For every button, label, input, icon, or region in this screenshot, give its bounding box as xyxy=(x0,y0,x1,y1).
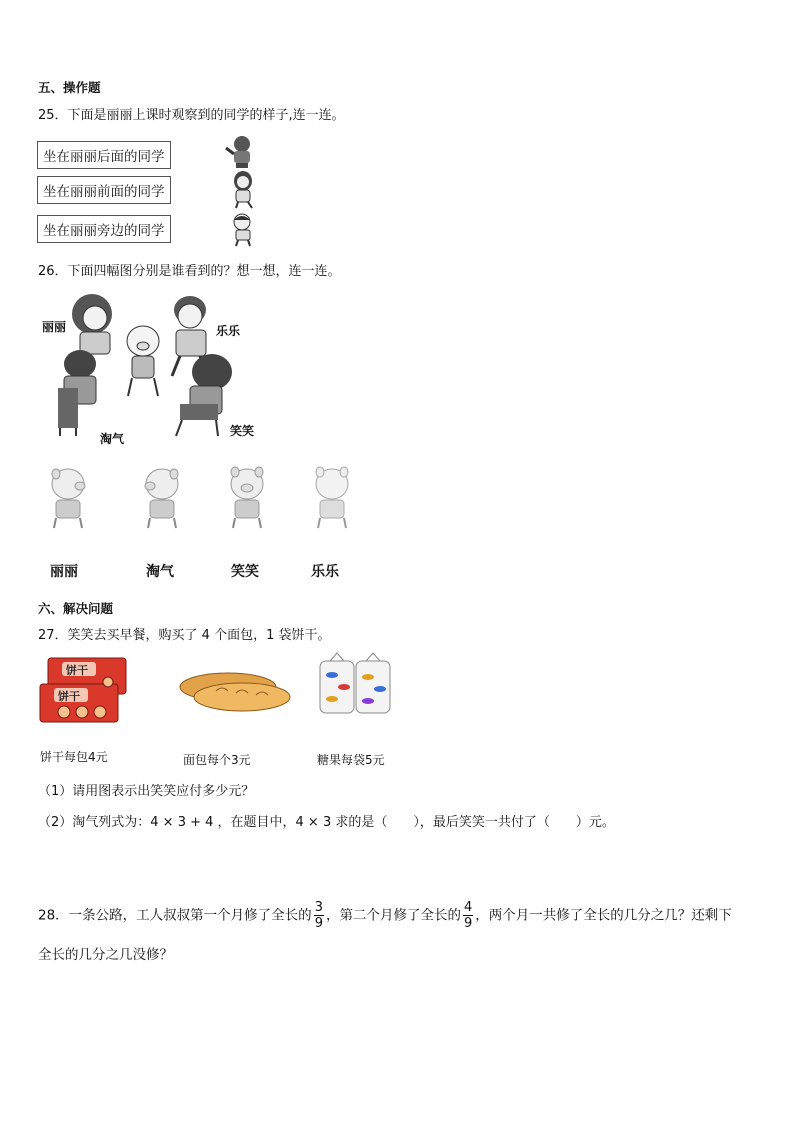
bread-loaves-picture xyxy=(176,665,292,715)
q28-text-c: ，两个月一共修了全长的几分之几？还剩下 xyxy=(475,907,732,924)
biscuit-pack-label-bottom: 饼干 xyxy=(58,690,80,703)
price-biscuit: 饼干每包4元 xyxy=(40,750,108,764)
scene-name-taoqi: 淘气 xyxy=(100,432,125,446)
q28-text-b: ，第二个月修了全长的 xyxy=(325,907,461,924)
fraction-1-numerator: 3 xyxy=(314,900,323,915)
pig-view-4-picture[interactable] xyxy=(310,466,354,532)
price-bread: 面包每个3元 xyxy=(183,753,251,767)
section-six-heading: 六、解决问题 xyxy=(38,601,114,616)
q25-box-behind[interactable]: 坐在丽丽后面的同学 xyxy=(37,141,171,169)
student-back-view-picture[interactable] xyxy=(222,134,256,170)
q27-subquestion-2[interactable]: （2）淘气列式为：4 × 3 + 4 ，在题目中，4 × 3 求的是（ ），最后笑笑一共付了（ ）元。 xyxy=(38,815,615,830)
fraction-2-denominator: 9 xyxy=(463,916,473,931)
biscuit-pack-label-top: 饼干 xyxy=(66,664,88,677)
fraction-3-9 xyxy=(314,900,324,931)
fraction-1-denominator: 9 xyxy=(314,916,323,931)
question-27-prompt: 27．笑笑去买早餐，购买了 4 个面包，1 袋饼干。 xyxy=(38,628,331,643)
pig-view-1-picture[interactable] xyxy=(46,466,90,532)
q27-subquestion-1: （1）请用图表示出笑笑应付多少元？ xyxy=(38,784,255,799)
question-26-prompt: 26．下面四幅图分别是谁看到的？想一想，连一连。 xyxy=(38,264,341,279)
fraction-4-9 xyxy=(463,900,473,931)
section-five-heading: 五、操作题 xyxy=(38,80,101,95)
student-front-girl-picture[interactable] xyxy=(228,170,258,210)
pig-view-3-picture[interactable] xyxy=(225,466,269,532)
q28-text-a: 28．一条公路，工人叔叔第一个月修了全长的 xyxy=(38,907,312,924)
view-label-lili[interactable]: 丽丽 xyxy=(50,564,78,580)
q28-line-2: 全长的几分之几没修？ xyxy=(38,947,173,963)
fraction-2-numerator: 4 xyxy=(463,900,473,915)
q25-box-front[interactable]: 坐在丽丽前面的同学 xyxy=(37,176,171,204)
candy-bags-picture xyxy=(316,651,396,717)
student-side-view-picture[interactable] xyxy=(228,212,258,248)
scene-name-lele: 乐乐 xyxy=(216,324,241,338)
view-label-taoqi[interactable]: 淘气 xyxy=(146,564,174,580)
question-25-prompt: 25．下面是丽丽上课时观察到的同学的样子,连一连。 xyxy=(38,108,345,123)
price-candy: 糖果每袋5元 xyxy=(317,753,385,767)
view-label-lele[interactable]: 乐乐 xyxy=(311,564,339,580)
biscuit-packs-picture xyxy=(38,656,130,724)
q25-box-beside[interactable]: 坐在丽丽旁边的同学 xyxy=(37,215,171,243)
view-label-xiaoxiao[interactable]: 笑笑 xyxy=(231,564,259,580)
scene-name-xiaoxiao: 笑笑 xyxy=(230,424,255,438)
question-28 xyxy=(38,900,778,931)
pig-view-2-picture[interactable] xyxy=(140,466,184,532)
scene-name-lili: 丽丽 xyxy=(42,320,67,334)
